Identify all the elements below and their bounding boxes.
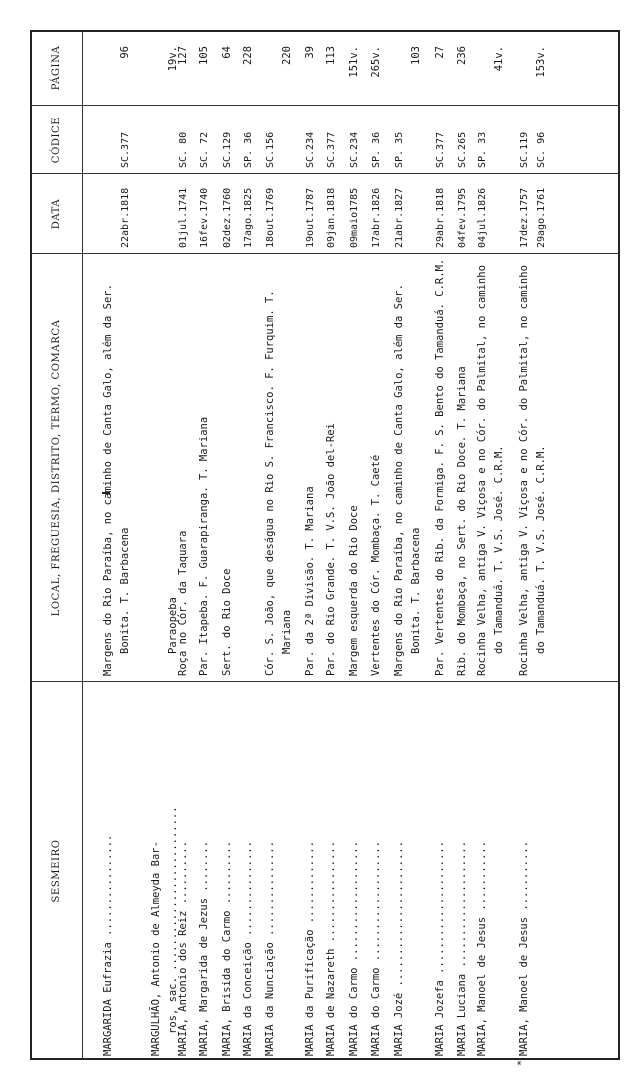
pagina-cell-line bbox=[516, 46, 533, 102]
pagina-cell-line: 19v. bbox=[167, 46, 179, 72]
pagina-cell-line: 41v. bbox=[493, 46, 505, 72]
local-cell-line: Roça no Cór. da Taquara bbox=[177, 530, 189, 676]
data-cell-line: 16fev.1740 bbox=[199, 187, 210, 248]
header-divider bbox=[82, 30, 83, 1060]
sesmeiro-cell bbox=[262, 684, 296, 1056]
sesmeiro-cell-line: MARIA Luciana .................... bbox=[456, 841, 468, 1056]
codice-cell-line: SC.265 bbox=[457, 131, 468, 168]
pagina-cell-line: 265v. bbox=[370, 46, 382, 78]
codice-cell-line: SP. 36 bbox=[243, 131, 254, 168]
codice-cell-line: SC.377 bbox=[326, 131, 337, 168]
data-cell-line: 29abr.1818 bbox=[435, 187, 446, 248]
sesmeiro-cell-line bbox=[533, 684, 550, 1056]
sesmeiro-cell-line: MARGARIDA Eufrazia ................ bbox=[102, 834, 114, 1056]
data-cell bbox=[100, 176, 134, 248]
header-local: LOCAL, FREGUESIA, DISTRITO, TERMO, COMARCA bbox=[51, 319, 62, 617]
pagina-cell bbox=[391, 36, 425, 102]
codice-cell bbox=[516, 108, 550, 168]
local-cell-line: do Tamanduá. T. V.S. José. C.R.M. bbox=[493, 445, 505, 654]
pagina-cell-line bbox=[100, 46, 117, 102]
sesmeiro-cell-line: MARIA, Margarida de Jezus ........ bbox=[198, 841, 210, 1056]
data-cell-line: 01jul.1741 bbox=[178, 187, 189, 248]
sesmeiro-cell-line bbox=[408, 684, 425, 1056]
data-cell-line: 17abr.1826 bbox=[371, 187, 382, 248]
pagina-cell-line: 105 bbox=[198, 46, 210, 65]
codice-cell-line: SC. 96 bbox=[536, 131, 547, 168]
data-cell-line: 17ago.1825 bbox=[243, 187, 254, 248]
sesmeiro-cell-line: MARGULHÃO, Antonio de Almeyda Bar- bbox=[150, 841, 162, 1056]
pagina-cell-line: 228 bbox=[242, 46, 254, 65]
data-cell bbox=[262, 176, 296, 248]
data-cell-line bbox=[408, 176, 425, 248]
local-cell-line: Vertentes do Cór. Mombaça. T. Caeté bbox=[370, 454, 382, 676]
pagina-cell bbox=[516, 36, 550, 102]
codice-cell-line: SC.377 bbox=[435, 131, 446, 168]
table-row bbox=[391, 30, 429, 1060]
sesmeiro-cell-line: ros, sac. .......................... bbox=[167, 806, 179, 1034]
sesmeiro-cell-line: MARIA da Nunciação ............... bbox=[264, 841, 276, 1056]
pagina-cell-line bbox=[391, 46, 408, 102]
codice-cell-line bbox=[408, 108, 425, 168]
local-cell-line: Par. da 2ª Divisão. T. Mariana bbox=[304, 486, 316, 676]
data-cell-line: 04jul.1826 bbox=[477, 187, 488, 248]
local-cell-line: Margens do Rio Paraíba, no caminho de Canta Galo, além da Ser. bbox=[102, 284, 114, 676]
sesmeiro-cell-line: MARIA Jozefa ..................... bbox=[434, 841, 446, 1056]
data-cell-line: 18out.1769 bbox=[265, 187, 276, 248]
pagina-cell-line: 27 bbox=[434, 46, 446, 59]
sesmeiro-cell-line: MARIA, Antonio dos Reiz .......... bbox=[177, 841, 189, 1056]
codice-cell-line: SC. 80 bbox=[178, 131, 189, 168]
data-cell bbox=[474, 176, 508, 248]
local-cell-line: Rib. do Mombaça, no Sert. do Rio Doce. T. Mariana bbox=[456, 366, 468, 676]
table-row bbox=[262, 30, 300, 1060]
sesmeiro-cell-line: MARIA do Carmo ................... bbox=[370, 841, 382, 1056]
sesmeiro-cell-line: MARIA do Carmo ................... bbox=[348, 841, 360, 1056]
pagina-cell-line: 39 bbox=[304, 46, 316, 59]
sesmeiro-cell-line: MARIA da Conceição ............... bbox=[242, 841, 254, 1056]
data-cell bbox=[391, 176, 425, 248]
table-row bbox=[100, 30, 138, 1060]
codice-cell-line: SC. 72 bbox=[199, 131, 210, 168]
pagina-cell bbox=[100, 36, 134, 102]
pagina-cell-line bbox=[148, 46, 165, 102]
local-cell bbox=[516, 256, 550, 676]
pagina-cell-line bbox=[262, 46, 279, 102]
pagina-cell-line: 96 bbox=[119, 46, 131, 59]
rotated-table-sheet bbox=[30, 30, 620, 1066]
codice-cell bbox=[474, 108, 508, 168]
data-cell-line bbox=[279, 176, 296, 248]
data-cell-line: 17dez.1757 bbox=[519, 187, 530, 248]
data-cell-line: 09jan.1818 bbox=[326, 187, 337, 248]
pagina-cell-line bbox=[474, 46, 491, 102]
pagina-cell bbox=[474, 36, 508, 102]
codice-cell-line: SC.234 bbox=[349, 131, 360, 168]
sesmeiro-cell-line: MARIA de Nazareth ................ bbox=[325, 841, 337, 1056]
pagina-cell-line: 153v. bbox=[535, 46, 547, 78]
pagina-cell-line: 220 bbox=[281, 46, 293, 65]
codice-cell bbox=[100, 108, 134, 168]
codice-cell-line: SP. 33 bbox=[477, 131, 488, 168]
asterisk-marker: * bbox=[516, 1059, 527, 1066]
sesmeiro-cell-line: MARIA, Brisida do Carmo .......... bbox=[221, 841, 233, 1056]
local-cell bbox=[100, 256, 134, 676]
sesmeiro-cell bbox=[516, 684, 550, 1056]
codice-cell-line bbox=[491, 108, 508, 168]
local-cell-line: Par. Vertentes do Rib. da Formiga. F. S. Bento do Tamanduá. C.R.M. bbox=[434, 258, 446, 676]
pagina-cell bbox=[262, 36, 296, 102]
data-cell-line bbox=[100, 176, 117, 248]
codice-cell-line bbox=[100, 108, 117, 168]
codice-cell bbox=[391, 108, 425, 168]
pagina-cell-line: 151v. bbox=[348, 46, 360, 78]
local-cell-line: Cór. S. João, que deságua no Rio S. Francisco. F. Furquim. T. bbox=[264, 290, 276, 676]
local-cell-line: Par. Itapeba. F. Guarapiranga. T. Mariana bbox=[198, 416, 210, 676]
local-cell bbox=[391, 256, 425, 676]
data-cell-line bbox=[491, 176, 508, 248]
codice-cell-line: SC.156 bbox=[265, 131, 276, 168]
sesmeiro-cell-line: MARIA, Manoel de Jesus ........... bbox=[518, 841, 530, 1056]
data-cell-line: 02dez.1760 bbox=[222, 187, 233, 248]
codice-cell-line: SC.234 bbox=[305, 131, 316, 168]
codice-cell-line: SC.377 bbox=[120, 131, 131, 168]
pagina-cell-line: 64 bbox=[221, 46, 233, 59]
local-cell-line: do Tamanduá. T. V.S. José. C.R.M. bbox=[535, 445, 547, 654]
sesmeiro-cell bbox=[391, 684, 425, 1056]
pagina-cell-line: 113 bbox=[325, 46, 337, 65]
sesmeiro-cell bbox=[100, 684, 134, 1056]
local-cell-line: Mariana bbox=[281, 609, 293, 654]
local-cell-line: Margens do Rio Paraíba, no caminho de Canta Galo, além da Ser. bbox=[393, 284, 405, 676]
data-cell-line: 04fev.1795 bbox=[457, 187, 468, 248]
table-row bbox=[516, 30, 554, 1066]
header-codice: CÓDICE bbox=[51, 116, 62, 164]
local-cell-line: Rocinha Velha, antiga V. Viçosa e no Cór. do Palmital, no caminho bbox=[518, 265, 530, 676]
data-cell-line bbox=[148, 176, 165, 248]
local-cell-line: Sert. do Rio Doce bbox=[221, 568, 233, 676]
sesmeiro-cell-line: MARIA da Purificação ............. bbox=[304, 841, 316, 1056]
codice-cell-line: SC.119 bbox=[519, 131, 530, 168]
data-cell-line: 09maio1785 bbox=[349, 187, 360, 248]
codice-cell-line: SC.129 bbox=[222, 131, 233, 168]
data-cell-line: 21abr.1827 bbox=[394, 187, 405, 248]
local-cell-line: Bonita. T. Barbacena bbox=[410, 527, 422, 654]
pagina-cell-line: 103 bbox=[410, 46, 422, 65]
local-cell-line: Margem esquerda do Rio Doce bbox=[348, 505, 360, 676]
local-cell-line: Paraopeba bbox=[167, 597, 179, 654]
local-cell-line: Par. do Rio Grande. T. V.S. João del-Rei bbox=[325, 423, 337, 676]
sesmeiro-cell-line bbox=[117, 684, 134, 1056]
sesmeiro-cell-line bbox=[279, 684, 296, 1056]
codice-cell-line: SP. 35 bbox=[394, 131, 405, 168]
sesmeiro-cell bbox=[474, 684, 508, 1056]
data-cell-line: 22abr.1818 bbox=[120, 187, 131, 248]
data-cell bbox=[516, 176, 550, 248]
header-data: DATA bbox=[51, 198, 62, 230]
local-cell-line bbox=[240, 256, 257, 676]
data-cell-line: 19out.1787 bbox=[305, 187, 316, 248]
pagina-cell-line: 236 bbox=[456, 46, 468, 65]
pagina-cell-line: 127 bbox=[177, 46, 189, 65]
codice-cell bbox=[262, 108, 296, 168]
local-cell bbox=[474, 256, 508, 676]
local-cell-line: Bonita. T. Barbacena bbox=[119, 527, 131, 654]
data-cell-line: 29ago.1761 bbox=[536, 187, 547, 248]
sesmeiro-cell-line: MARIA, Manoel de Jesus ........... bbox=[476, 841, 488, 1056]
header-pagina: PÁGINA bbox=[51, 45, 62, 91]
codice-cell-line: SP. 36 bbox=[371, 131, 382, 168]
local-cell-line: Rocinha Velha, antiga V. Viçosa e no Cór. do Palmital, no caminho bbox=[476, 265, 488, 676]
codice-cell-line bbox=[279, 108, 296, 168]
table-row bbox=[474, 30, 512, 1060]
local-cell bbox=[262, 256, 296, 676]
local-cell-line bbox=[148, 256, 165, 676]
codice-cell-line bbox=[148, 108, 165, 168]
sesmeiro-cell-line: MARIA Jozé ....................... bbox=[393, 841, 405, 1056]
header-sesmeiro: SESMEIRO bbox=[51, 839, 62, 903]
sesmeiro-cell-line bbox=[491, 684, 508, 1056]
